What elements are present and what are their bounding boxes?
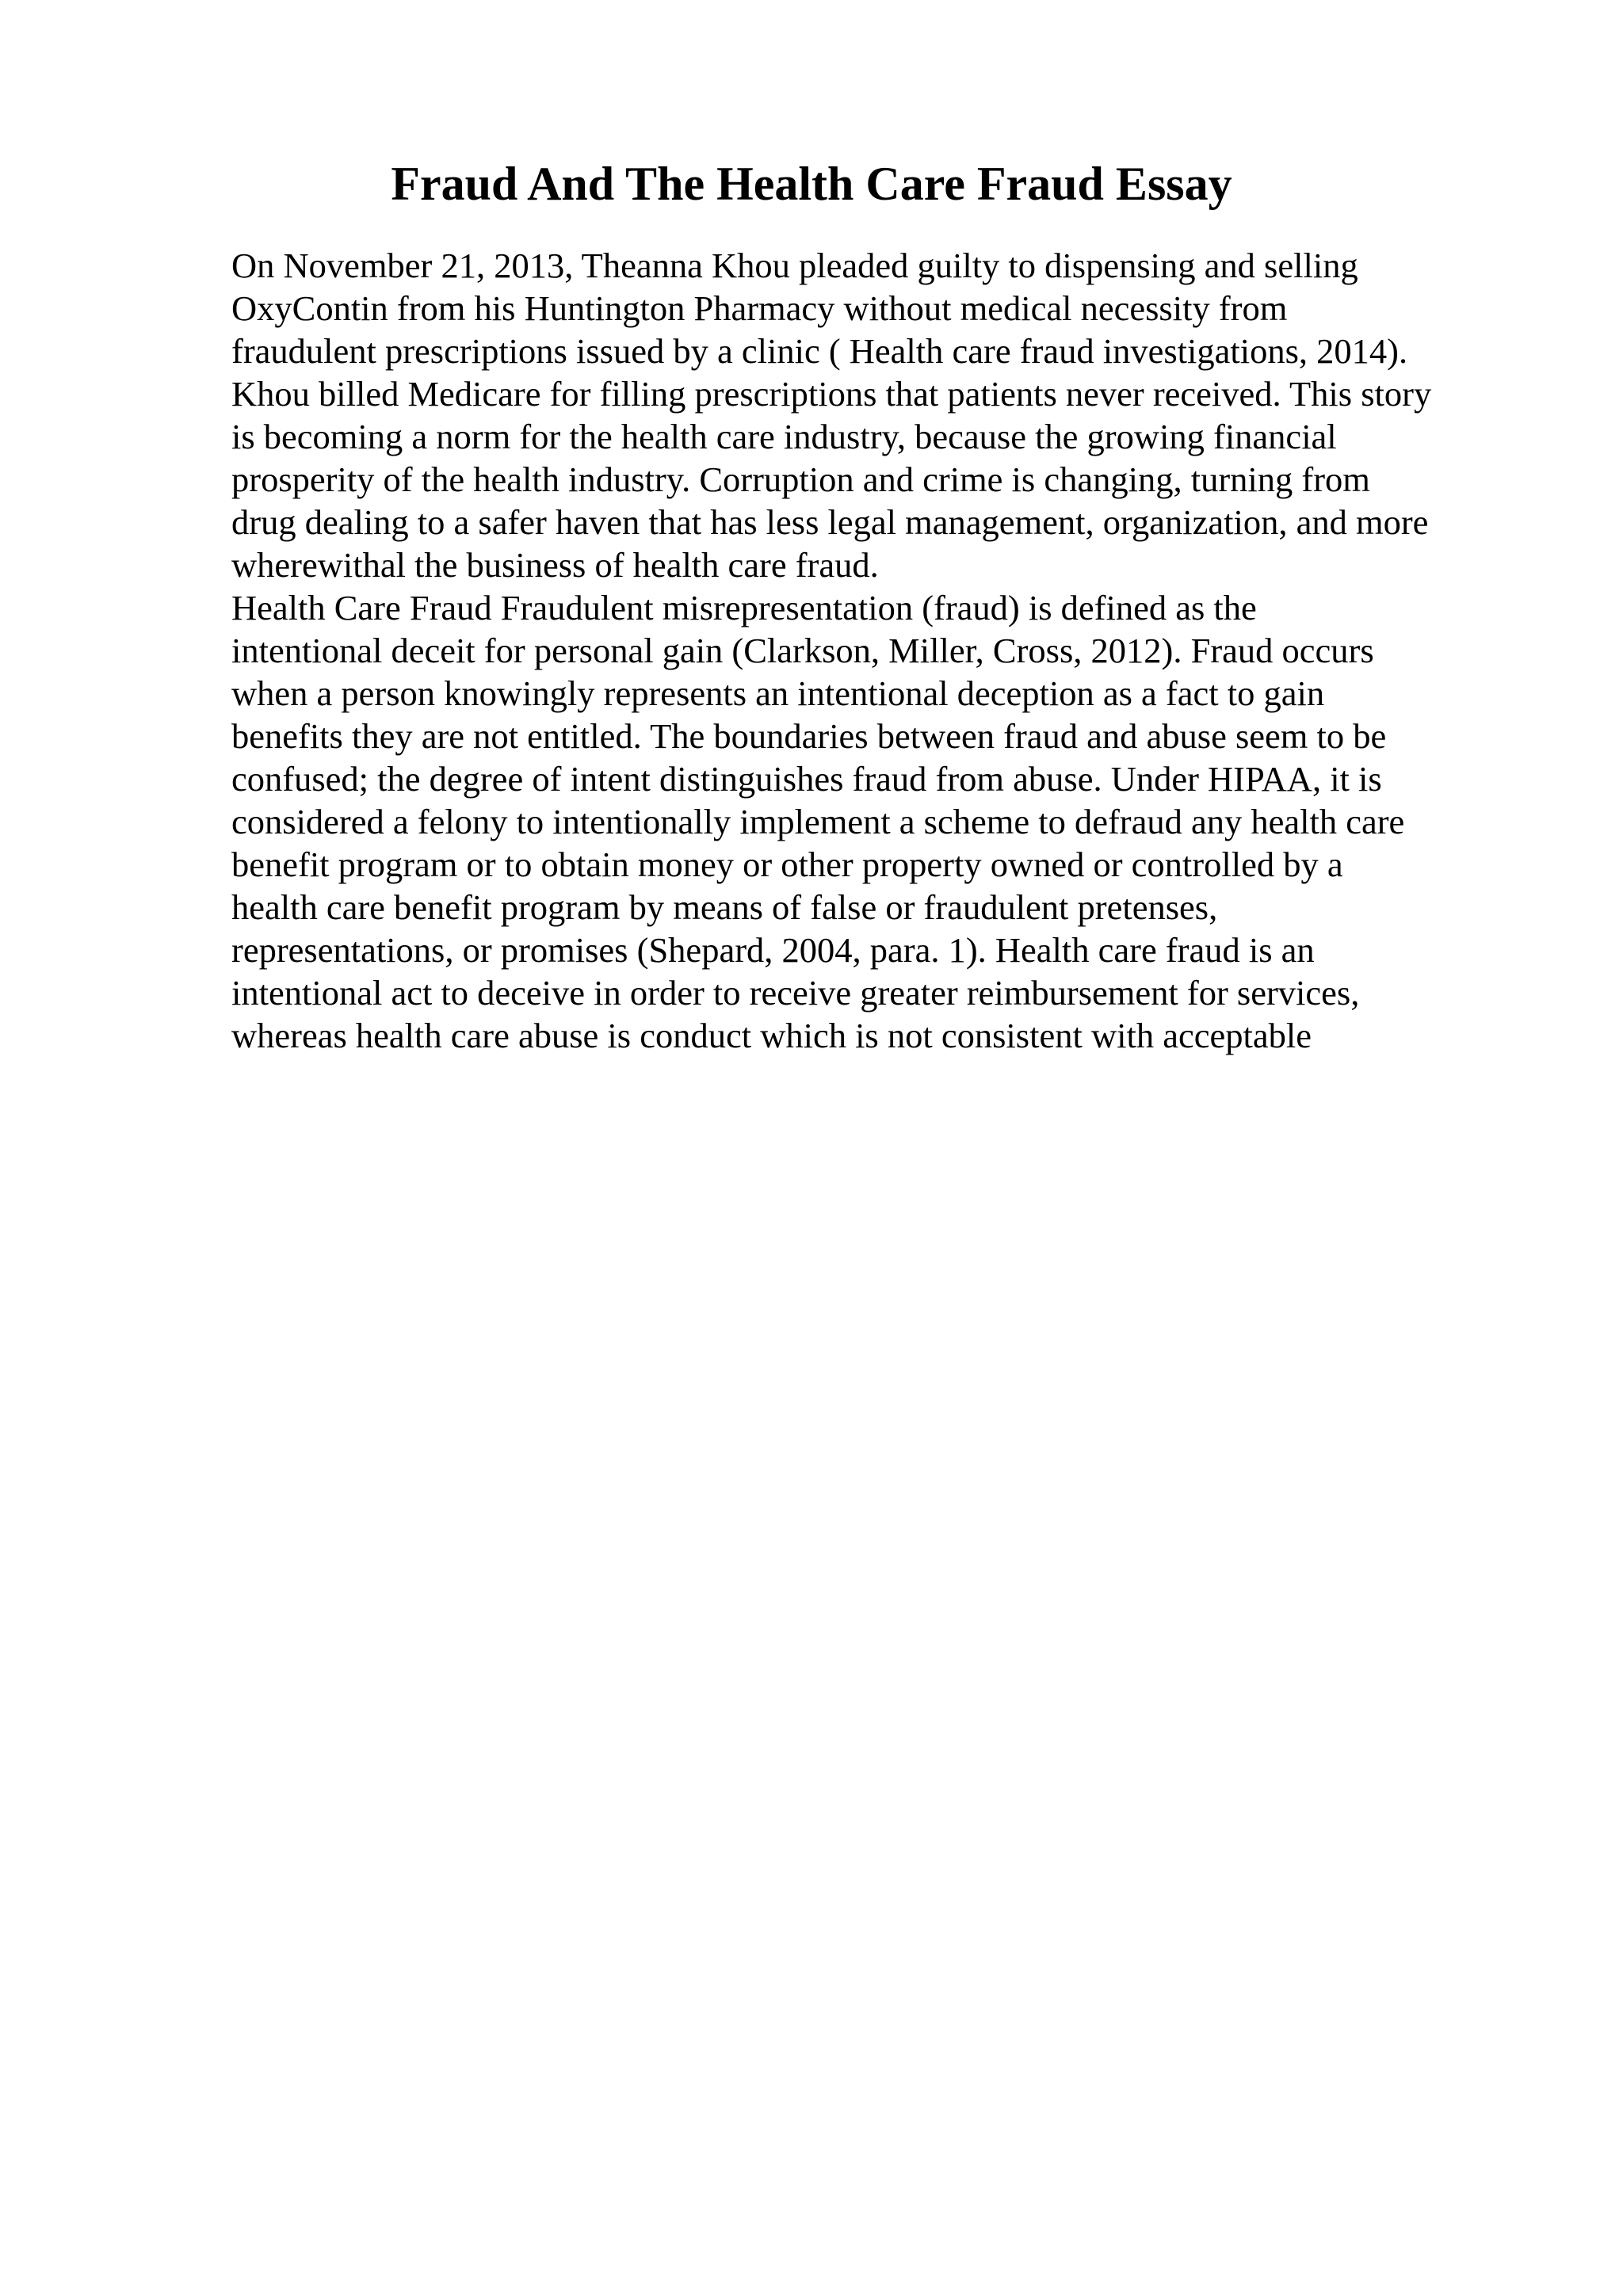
text-line: whereas health care abuse is conduct which is not consistent with acceptable xyxy=(231,1016,1312,1055)
document-title: Fraud And The Health Care Fraud Essay xyxy=(391,158,1232,210)
text-line: intentional act to deceive in order to receive greater reimbursement for services, xyxy=(231,973,1360,1013)
text-line: considered a felony to intentionally implement a scheme to defraud any health care xyxy=(231,802,1405,841)
text-line: when a person knowingly represents an intentional deception as a fact to gain xyxy=(231,673,1325,713)
text-line: Health Care Fraud Fraudulent misrepresentation (fraud) is defined as the xyxy=(231,588,1257,627)
text-line: prosperity of the health industry. Corruption and crime is changing, turning from xyxy=(231,460,1370,499)
text-line: On November 21, 2013, Theanna Khou pleaded guilty to dispensing and selling xyxy=(231,246,1358,285)
document-body xyxy=(231,244,1515,1057)
text-line: OxyContin from his Huntington Pharmacy without medical necessity from xyxy=(231,288,1288,328)
text-line: drug dealing to a safer haven that has less legal management, organization, and more xyxy=(231,502,1429,542)
text-line: Khou billed Medicare for filling prescriptions that patients never received. This story xyxy=(231,374,1432,414)
text-line: fraudulent prescriptions issued by a clinic ( Health care fraud investigations, 2014). xyxy=(231,331,1408,371)
text-line: representations, or promises (Shepard, 2004, para. 1). Health care fraud is an xyxy=(231,930,1315,970)
text-line: benefits they are not entitled. The boundaries between fraud and abuse seem to be xyxy=(231,716,1387,756)
text-line: intentional deceit for personal gain (Clarkson, Miller, Cross, 2012). Fraud occurs xyxy=(231,631,1374,670)
text-line: is becoming a norm for the health care industry, because the growing financial xyxy=(231,417,1337,456)
text-line: benefit program or to obtain money or other property owned or controlled by a xyxy=(231,845,1343,884)
text-line: wherewithal the business of health care fraud. xyxy=(231,545,879,585)
text-line: confused; the degree of intent distinguishes fraud from abuse. Under HIPAA, it is xyxy=(231,759,1382,799)
text-line: health care benefit program by means of false or fraudulent pretenses, xyxy=(231,887,1218,927)
